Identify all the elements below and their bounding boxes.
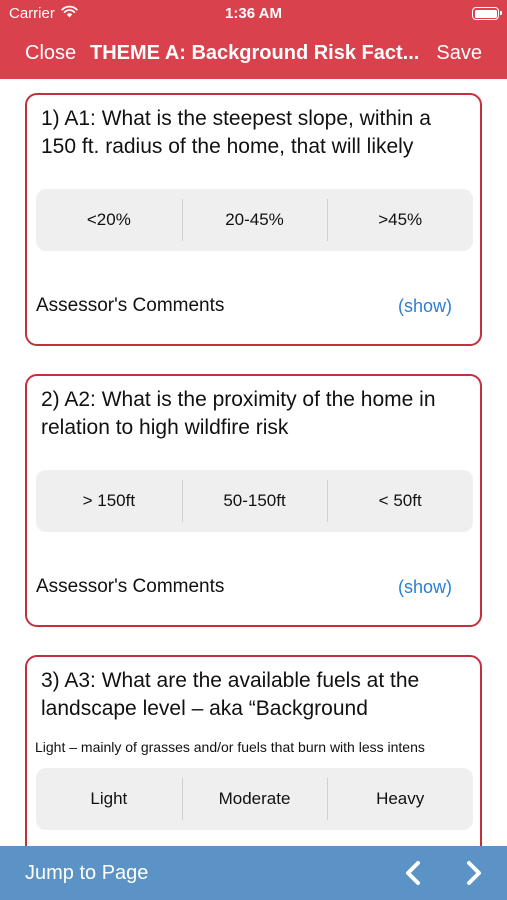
bottom-toolbar (0, 846, 507, 900)
answer-segmented-control (36, 189, 473, 251)
assessor-comments-label: Assessor's Comments (36, 576, 225, 597)
assessor-comments-label: Assessor's Comments (36, 295, 225, 316)
question-card-2 (25, 374, 482, 627)
answer-option[interactable]: 50-150ft (182, 470, 328, 532)
answer-description: Light – mainly of grasses and/or fuels that burn with less intens (35, 739, 425, 755)
question-card-3 (25, 655, 482, 846)
close-button[interactable]: Close (25, 42, 77, 64)
question-list[interactable] (0, 79, 507, 846)
jump-to-page-button[interactable]: Jump to Page (25, 862, 149, 884)
save-button[interactable]: Save (436, 42, 482, 64)
answer-segmented-control (36, 768, 473, 830)
answer-option[interactable]: < 50ft (327, 470, 473, 532)
page-title: THEME A: Background Risk Fact... (90, 42, 420, 64)
answer-option[interactable]: Moderate (182, 768, 328, 830)
answer-option[interactable]: >45% (327, 189, 473, 251)
question-card-1 (25, 93, 482, 346)
battery-icon (472, 7, 499, 20)
chevron-left-icon[interactable] (401, 860, 427, 886)
nav-bar (0, 30, 507, 79)
question-text: 1) A1: What is the steepest slope, within a 150 ft. radius of the home, that will likely (41, 107, 431, 158)
carrier-label: Carrier (9, 5, 55, 22)
show-comments-link[interactable]: (show) (397, 296, 452, 316)
answer-option[interactable]: <20% (86, 210, 131, 229)
show-comments-link[interactable]: (show) (397, 577, 452, 597)
question-text: 3) A3: What are the available fuels at the landscape level – aka “Background (41, 669, 420, 720)
answer-option[interactable]: > 150ft (82, 491, 136, 510)
answer-option[interactable]: Light (90, 789, 128, 808)
question-text: 2) A2: What is the proximity of the home in relation to high wildfire risk (41, 388, 436, 439)
status-time: 1:36 AM (225, 5, 282, 22)
chevron-right-icon[interactable] (460, 860, 486, 886)
answer-segmented-control (36, 470, 473, 532)
status-bar (0, 0, 507, 30)
answer-option[interactable]: 20-45% (182, 189, 328, 251)
answer-option[interactable]: Heavy (327, 768, 473, 830)
